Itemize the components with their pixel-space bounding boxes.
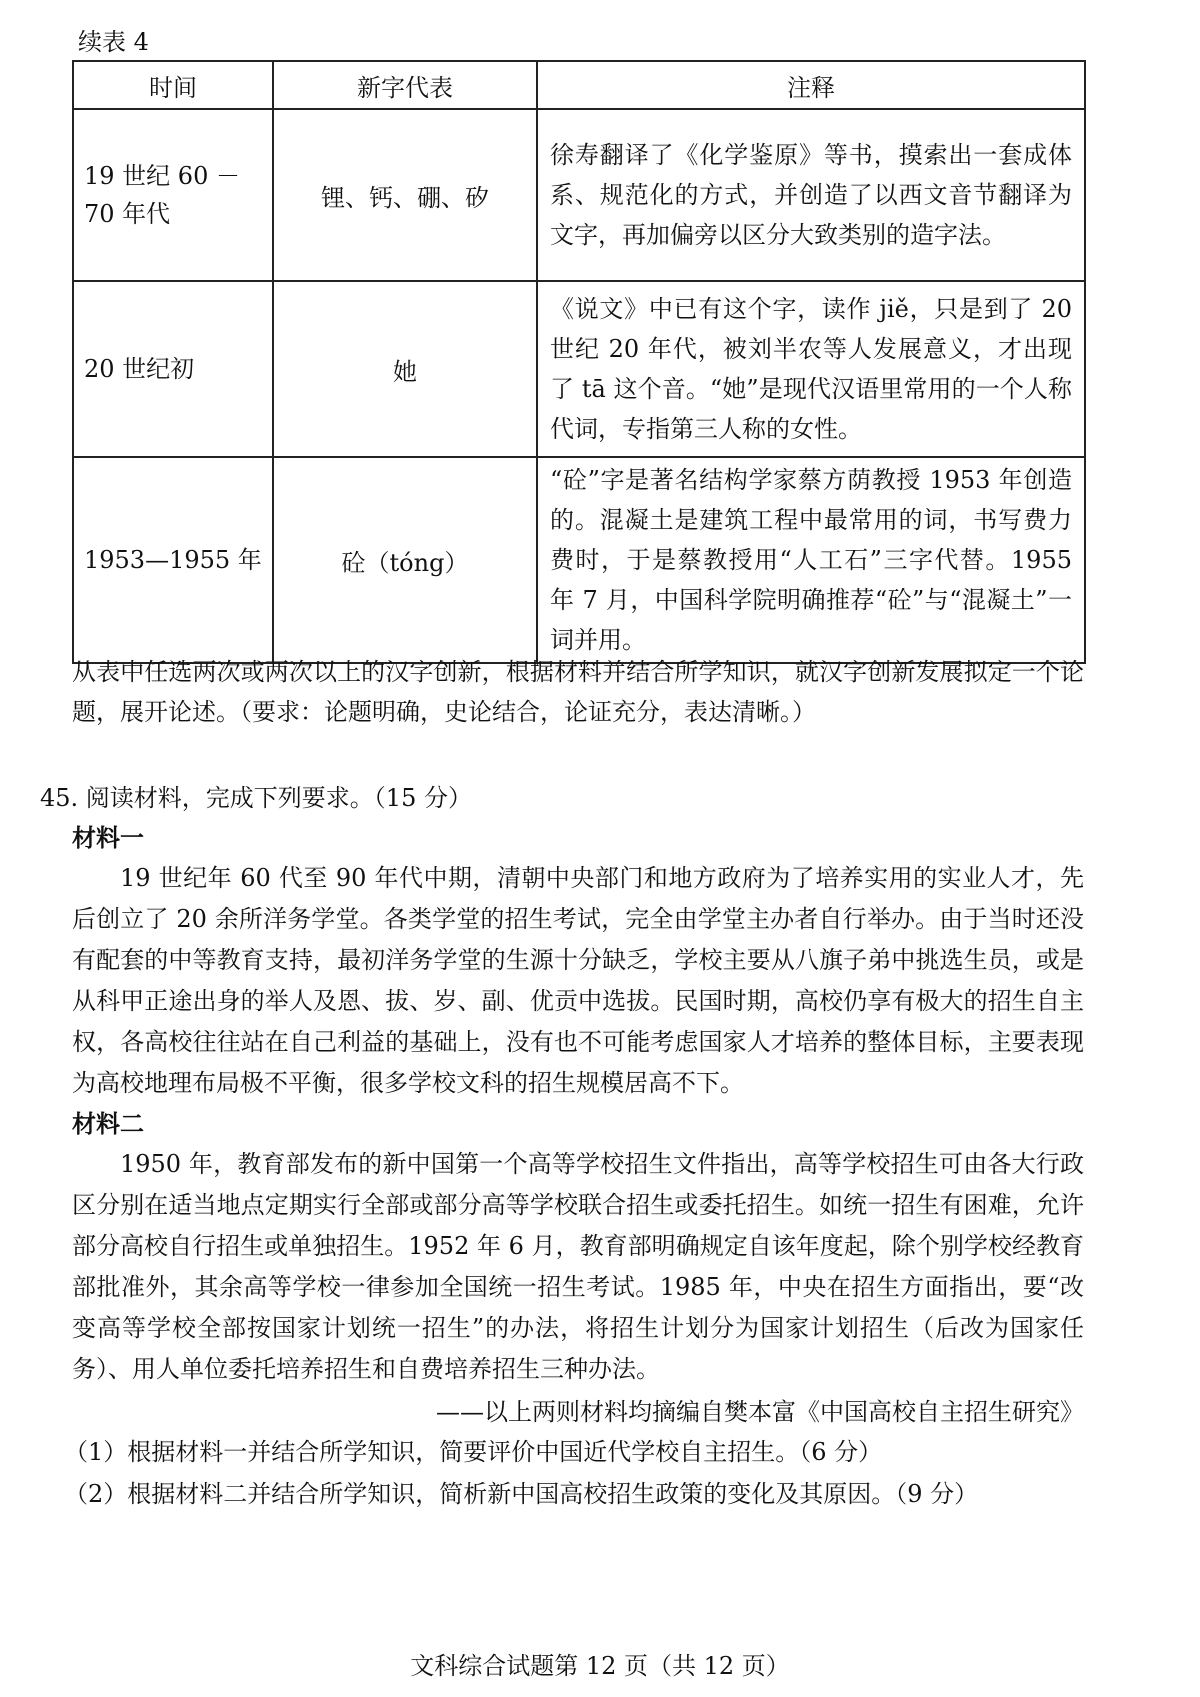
material2-text: 1950 年，教育部发布的新中国第一个高等学校招生文件指出，高等学校招生可由各大行政区分别在适当地点定期实行全部或部分高等学校联合招生或委托招生。如统一招生有困难，允许部分高校自行招生或单独招生。1952 年 6 月，教育部明确规定自该年度起，除个别学校经教育部批准外，其余高等学校一律参加全国统一招生考试。1985 年，中央在招生方面指出，要“改变高等学校全部按国家计划统一招生”的办法，将招生计划分为国家计划招生（后改为国家任务）、用人单位委托培养招生和自费培养招生三种办法。 — [72, 1150, 1084, 1383]
note-cell: 徐寿翻译了《化学鉴原》等书，摸索出一套成体系、规范化的方式，并创造了以西文音节翻译为文字，再加偏旁以区分大致类别的造字法。 — [537, 109, 1085, 281]
table-caption: 续表 4 — [78, 28, 149, 56]
characters-cell: 锂、钙、硼、矽 — [273, 109, 537, 281]
question-1: （1）根据材料一并结合所学知识，简要评价中国近代学校自主招生。（6 分） — [64, 1438, 883, 1466]
question-2: （2）根据材料二并结合所学知识，简析新中国高校招生政策的变化及其原因。（9 分） — [64, 1480, 979, 1508]
material1-label: 材料一 — [72, 823, 144, 852]
table-row — [73, 281, 1085, 457]
new-characters-table — [72, 60, 1086, 664]
table-header-row — [73, 61, 1085, 109]
table-row — [73, 457, 1085, 663]
time-cell: 19 世纪 60 － 70 年代 — [73, 109, 273, 281]
time-cell: 1953—1955 年 — [73, 457, 273, 663]
q44-prompt: 从表中任选两次或两次以上的汉字创新，根据材料并结合所学知识，就汉字创新发展拟定一个论题，展开论述。（要求：论题明确，史论结合，论证充分，表达清晰。） — [72, 658, 1084, 726]
material-source: ——以上两则材料均摘编自樊本富《中国高校自主招生研究》 — [436, 1398, 1084, 1426]
material1-text: 19 世纪年 60 代至 90 年代中期，清朝中央部门和地方政府为了培养实用的实业人才，先后创立了 20 余所洋务学堂。各类学堂的招生考试，完全由学堂主办者自行举办。由于当时还没有配套的中等教育支持，最初洋务学堂的生源十分缺乏，学校主要从八旗子弟中挑选生员，或是从科甲正途出身的举人及恩、拔、岁、副、优贡中选拔。民国时期，高校仍享有极大的招生自主权，各高校往往站在自己利益的基础上，没有也不可能考虑国家人才培养的整体目标，主要表现为高校地理布局极不平衡，很多学校文科的招生规模居高不下。 — [72, 864, 1084, 1097]
page-footer: 文科综合试题第 12 页（共 12 页） — [410, 1652, 790, 1680]
characters-cell: 她 — [273, 281, 537, 457]
header-new-characters: 新字代表 — [273, 61, 537, 109]
note-cell: “砼”字是著名结构学家蔡方荫教授 1953 年创造的。混凝土是建筑工程中最常用的词，书写费力费时，于是蔡教授用“人工石”三字代替。1955 年 7 月，中国科学院明确推荐“砼”与“混凝土”一词并用。 — [537, 457, 1085, 663]
table-row — [73, 109, 1085, 281]
characters-cell: 砼（tóng） — [273, 457, 537, 663]
material2-label: 材料二 — [72, 1109, 144, 1138]
q45-title: 45. 阅读材料，完成下列要求。（15 分） — [40, 784, 472, 812]
header-time: 时间 — [73, 61, 273, 109]
note-cell: 《说文》中已有这个字，读作 jiě，只是到了 20 世纪 20 年代，被刘半农等人发展意义，才出现了 tā 这个音。“她”是现代汉语里常用的一个人称代词，专指第三人称的女性。 — [537, 281, 1085, 457]
time-cell: 20 世纪初 — [73, 281, 273, 457]
header-notes: 注释 — [537, 61, 1085, 109]
